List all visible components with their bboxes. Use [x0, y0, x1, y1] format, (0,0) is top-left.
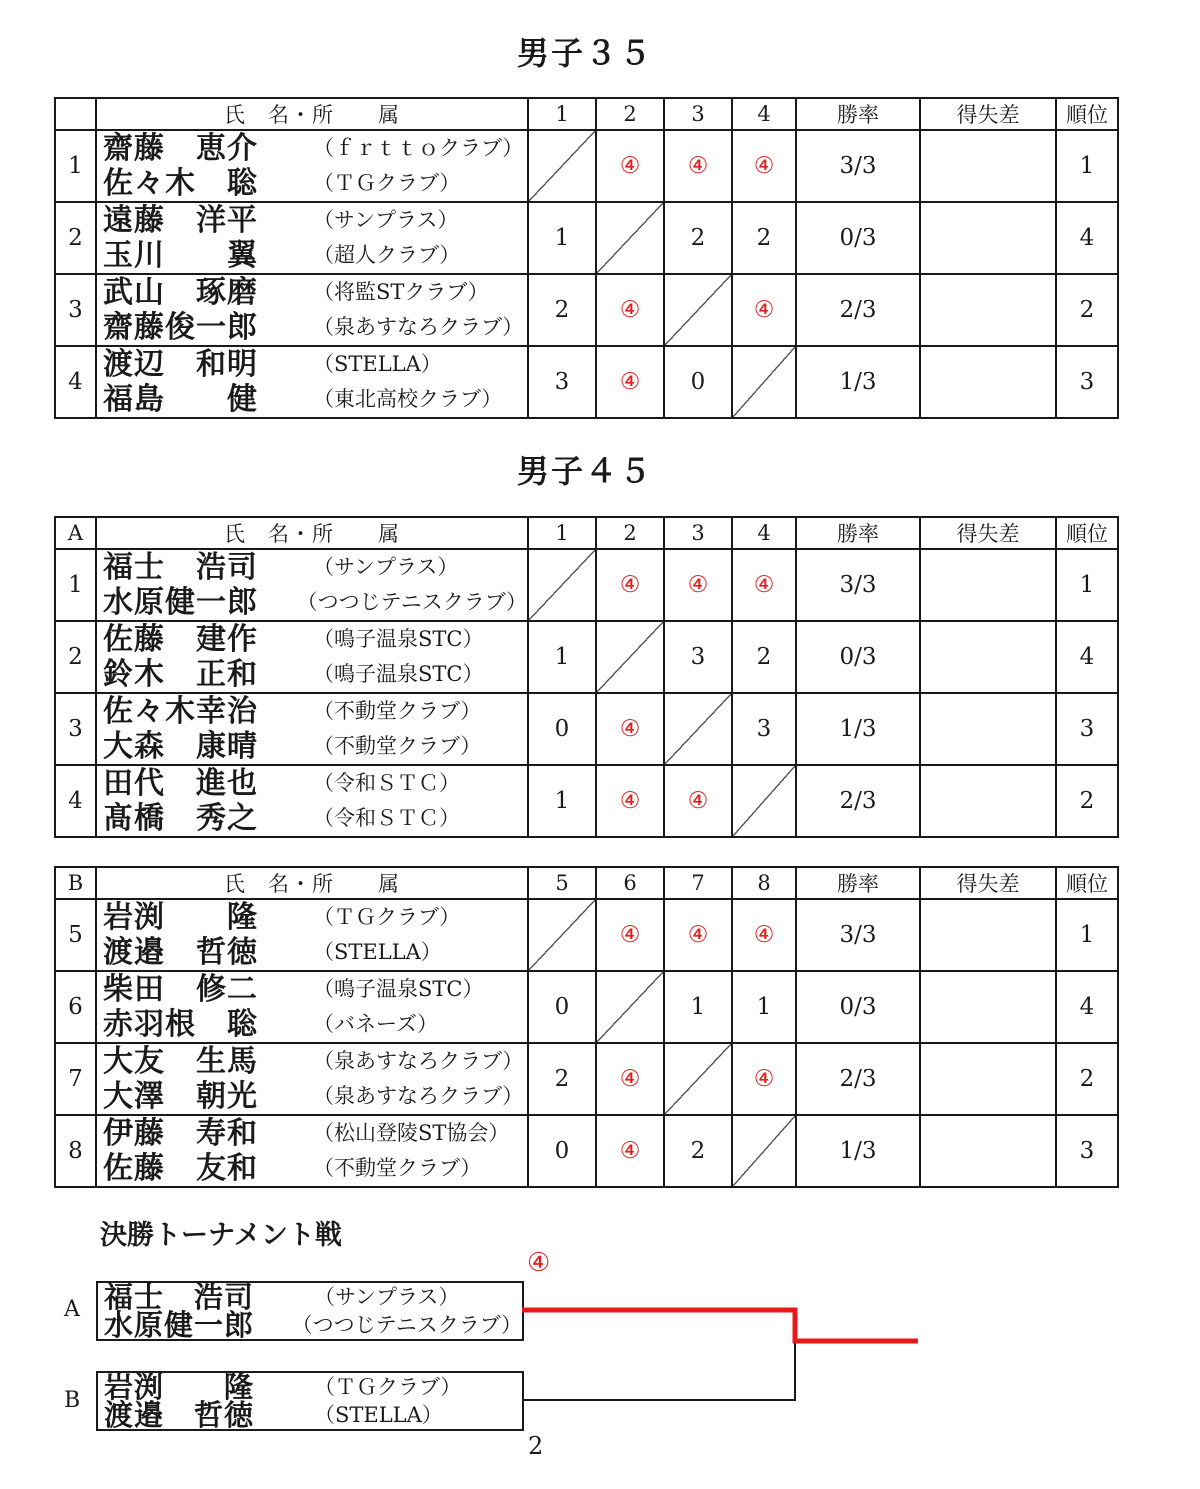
rank: 1 [1056, 549, 1118, 621]
name-header: 氏 名・所 属 [96, 98, 528, 130]
player-name: 柴田 修二 [103, 972, 258, 1007]
entry-number: 8 [55, 1115, 96, 1187]
win-rate: 3/3 [796, 130, 920, 202]
rank-header: 順位 [1056, 98, 1118, 130]
player-name: 鈴木 正和 [103, 657, 258, 692]
match-result: ④ [664, 549, 732, 621]
match-result: ④ [732, 1043, 796, 1115]
player-club: （サンプラス） [313, 555, 459, 579]
player-name: 渡邉 哲徳 [104, 1398, 255, 1432]
group-label: A [55, 517, 96, 549]
player-name: 遠藤 洋平 [103, 203, 258, 238]
win-rate: 1/3 [796, 346, 920, 418]
bracket-line-b [522, 1340, 795, 1400]
player-name: 玉川 翼 [103, 238, 258, 273]
rank: 4 [1056, 621, 1118, 693]
player-club: （鳴子温泉STC） [313, 627, 484, 651]
section-title: 男子３５ [516, 34, 653, 72]
player-name: 福士 浩司 [104, 1280, 255, 1314]
player-name: 大澤 朝光 [103, 1079, 258, 1114]
final-group-label: B [64, 1388, 81, 1413]
opponent-header: 2 [596, 517, 664, 549]
match-result: 3 [732, 693, 796, 765]
win-rate: 2/3 [796, 274, 920, 346]
match-result: 1 [528, 621, 596, 693]
opponent-header: 7 [664, 867, 732, 899]
match-result: ④ [664, 765, 732, 837]
name-header: 氏 名・所 属 [96, 867, 528, 899]
player-club: （東北高校クラブ） [313, 387, 503, 411]
match-result: 0 [528, 971, 596, 1043]
win-rate: 3/3 [796, 549, 920, 621]
player-name: 渡邉 哲徳 [103, 935, 258, 970]
player-club: （STELLA） [314, 1403, 443, 1427]
rank-header: 順位 [1056, 867, 1118, 899]
match-result: ④ [732, 549, 796, 621]
player-club: （サンプラス） [314, 1285, 460, 1309]
player-club: （ｆｒｔｔｏクラブ） [313, 136, 524, 160]
player-name: 大森 康晴 [103, 729, 258, 764]
player-club: （泉あすなろクラブ） [313, 1084, 524, 1108]
match-result: ④ [596, 549, 664, 621]
match-result: ④ [664, 130, 732, 202]
match-result: ④ [596, 274, 664, 346]
match-result: ④ [596, 130, 664, 202]
player-club: （STELLA） [313, 352, 442, 376]
win-rate-header: 勝率 [796, 517, 920, 549]
win-rate-header: 勝率 [796, 98, 920, 130]
match-result: 3 [664, 621, 732, 693]
player-name: 水原健一郎 [103, 585, 258, 620]
player-name: 佐々木幸治 [103, 694, 258, 729]
entry-number: 1 [55, 130, 96, 202]
player-club: （サンプラス） [313, 208, 459, 232]
diff-header: 得失差 [920, 517, 1056, 549]
final-title: 決勝トーナメント戦 [100, 1220, 342, 1251]
player-name: 渡辺 和明 [103, 347, 258, 382]
player-name: 田代 進也 [103, 766, 258, 801]
player-name: 齋藤俊一郎 [103, 310, 258, 345]
opponent-header: 3 [664, 517, 732, 549]
player-club: （鳴子温泉STC） [313, 977, 484, 1001]
player-name: 福島 健 [103, 382, 258, 417]
match-result: 1 [732, 971, 796, 1043]
match-result: ④ [596, 1115, 664, 1187]
rank: 2 [1056, 765, 1118, 837]
opponent-header: 8 [732, 867, 796, 899]
match-result: ④ [596, 693, 664, 765]
player-name: 水原健一郎 [104, 1308, 255, 1342]
opponent-header: 3 [664, 98, 732, 130]
win-rate: 1/3 [796, 1115, 920, 1187]
player-name: 齋藤 恵介 [103, 131, 258, 166]
player-club: （令和ＳＴＣ） [313, 806, 460, 830]
opponent-header: 1 [528, 517, 596, 549]
player-club: （鳴子温泉STC） [313, 662, 484, 686]
match-result: 2 [528, 1043, 596, 1115]
match-result: ④ [596, 765, 664, 837]
match-result: ④ [664, 899, 732, 971]
diff-header: 得失差 [920, 867, 1056, 899]
match-result: 1 [664, 971, 732, 1043]
player-name: 佐藤 友和 [103, 1151, 258, 1186]
player-club: （バネーズ） [313, 1012, 438, 1036]
player-name: 福士 浩司 [103, 550, 258, 585]
player-name: 武山 琢磨 [103, 275, 258, 310]
rank: 4 [1056, 202, 1118, 274]
player-club: （ＴＧクラブ） [314, 1375, 462, 1399]
match-result: 0 [664, 346, 732, 418]
opponent-header: 4 [732, 98, 796, 130]
match-result: 1 [528, 765, 596, 837]
player-club: （つつじテニスクラブ） [291, 1313, 522, 1337]
section-title: 男子４５ [516, 452, 653, 490]
opponent-header: 4 [732, 517, 796, 549]
match-result: 0 [528, 1115, 596, 1187]
match-result: ④ [596, 1043, 664, 1115]
opponent-header: 1 [528, 98, 596, 130]
win-rate: 3/3 [796, 899, 920, 971]
win-rate: 1/3 [796, 693, 920, 765]
entry-number: 3 [55, 693, 96, 765]
player-name: 赤羽根 聡 [103, 1007, 258, 1042]
player-club: （ＴＧクラブ） [313, 171, 461, 195]
bracket-winner-line [522, 1310, 918, 1341]
player-club: （将監STクラブ） [313, 280, 489, 304]
match-result: ④ [732, 130, 796, 202]
final-score: ④ [527, 1248, 551, 1278]
entry-number: 3 [55, 274, 96, 346]
entry-number: 2 [55, 621, 96, 693]
match-result: 2 [732, 621, 796, 693]
opponent-header: 2 [596, 98, 664, 130]
match-result: ④ [596, 899, 664, 971]
player-club: （松山登陵ST協会） [313, 1121, 510, 1145]
match-result: ④ [732, 899, 796, 971]
player-club: （不動堂クラブ） [313, 1156, 482, 1180]
player-name: 髙橋 秀之 [103, 801, 258, 836]
win-rate: 2/3 [796, 765, 920, 837]
page-number: 2 [528, 1432, 544, 1460]
diff-header: 得失差 [920, 98, 1056, 130]
player-name: 伊藤 寿和 [103, 1116, 258, 1151]
player-club: （STELLA） [313, 940, 442, 964]
entry-number: 4 [55, 346, 96, 418]
win-rate: 0/3 [796, 621, 920, 693]
player-club: （泉あすなろクラブ） [313, 315, 524, 339]
entry-number: 7 [55, 1043, 96, 1115]
win-rate: 0/3 [796, 202, 920, 274]
player-name: 大友 生馬 [103, 1044, 258, 1079]
rank-header: 順位 [1056, 517, 1118, 549]
player-club: （超人クラブ） [313, 243, 461, 267]
rank: 1 [1056, 899, 1118, 971]
entry-number: 6 [55, 971, 96, 1043]
entry-number: 4 [55, 765, 96, 837]
match-result: 2 [528, 274, 596, 346]
player-club: （令和ＳＴＣ） [313, 771, 460, 795]
final-group-label: A [64, 1297, 80, 1322]
entry-number: 2 [55, 202, 96, 274]
group-label: B [55, 867, 96, 899]
player-club: （ＴＧクラブ） [313, 905, 461, 929]
match-result: 1 [528, 202, 596, 274]
match-result: ④ [596, 346, 664, 418]
match-result: 2 [664, 202, 732, 274]
player-club: （不動堂クラブ） [313, 734, 482, 758]
name-header: 氏 名・所 属 [96, 517, 528, 549]
player-name: 岩渕 隆 [104, 1370, 255, 1404]
rank: 3 [1056, 1115, 1118, 1187]
rank: 2 [1056, 1043, 1118, 1115]
rank: 3 [1056, 346, 1118, 418]
player-name: 岩渕 隆 [103, 900, 258, 935]
win-rate: 2/3 [796, 1043, 920, 1115]
win-rate-header: 勝率 [796, 867, 920, 899]
rank: 1 [1056, 130, 1118, 202]
match-result: 2 [732, 202, 796, 274]
player-club: （泉あすなろクラブ） [313, 1049, 524, 1073]
match-result: ④ [732, 274, 796, 346]
player-club: （不動堂クラブ） [313, 699, 482, 723]
rank: 4 [1056, 971, 1118, 1043]
win-rate: 0/3 [796, 971, 920, 1043]
player-name: 佐々木 聡 [103, 166, 258, 201]
opponent-header: 5 [528, 867, 596, 899]
rank: 3 [1056, 693, 1118, 765]
match-result: 2 [664, 1115, 732, 1187]
match-result: 0 [528, 693, 596, 765]
player-name: 佐藤 建作 [103, 622, 258, 657]
entry-number: 5 [55, 899, 96, 971]
opponent-header: 6 [596, 867, 664, 899]
player-club: （つつじテニスクラブ） [296, 590, 527, 614]
rank: 2 [1056, 274, 1118, 346]
entry-number: 1 [55, 549, 96, 621]
match-result: 3 [528, 346, 596, 418]
